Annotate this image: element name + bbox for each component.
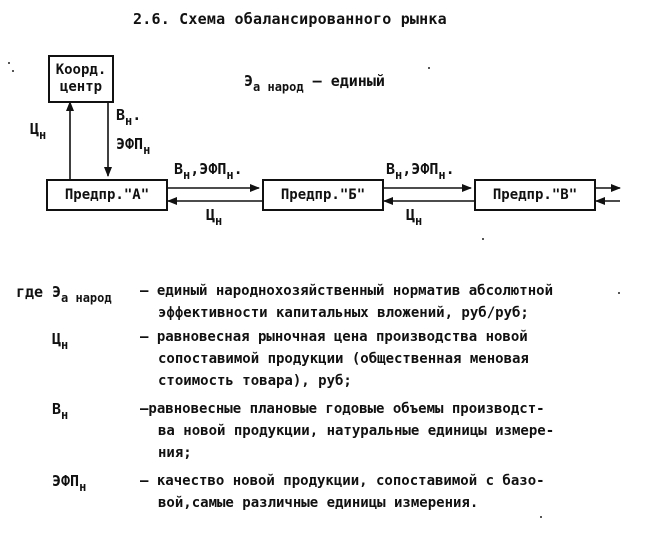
- coord-line1: Коорд.: [55, 62, 107, 78]
- coordination-center-box: [48, 55, 114, 103]
- bc-flow-label-bottom: $Ц_н$: [406, 206, 423, 228]
- ab-flow-label-top: $В_н,ЭФП_н$.: [174, 160, 243, 182]
- coord-line2: центр: [59, 79, 103, 95]
- legend-def-volume: –равновесные плановые годовые объемы производст- ва новой продукции, натуральные единицы измере- ния;: [140, 401, 555, 461]
- bc-flow-label-top: $В_н,ЭФП_н$.: [386, 160, 455, 182]
- scan-speck: [12, 70, 14, 72]
- quality-label-right: $ЭФП_н$: [116, 135, 151, 157]
- enterprise-c-box: Предпр."В": [474, 179, 596, 211]
- scan-speck: [540, 516, 542, 518]
- diagram-arrows: [0, 0, 647, 260]
- legend-intro: где: [16, 283, 44, 301]
- legend-def-e: – единый народнохозяйственный норматив абсолютной эффективности капитальных вложений, руб/руб;: [140, 283, 554, 321]
- legend-def-price: – равновесная рыночная цена производства новой сопоставимой продукции (общественная меновая стоимость товара), руб;: [140, 329, 529, 389]
- legend-symbol-price: $Ц_н$: [52, 330, 69, 352]
- legend-symbol-quality: $ЭФП_н$: [52, 472, 87, 494]
- legend-symbol-volume: $В_н$: [52, 400, 69, 422]
- ab-flow-label-bottom: $Ц_н$: [206, 206, 223, 228]
- scan-speck: [618, 292, 620, 294]
- enterprise-b-box: Предпр."Б": [262, 179, 384, 211]
- volume-label-right: $В_н$.: [116, 106, 142, 128]
- scan-speck: [482, 238, 484, 240]
- enterprise-a-box: Предпр."А": [46, 179, 168, 211]
- legend-symbol-e: $Э_{а народ}$: [52, 283, 112, 305]
- e-national-label: $Э_{а народ}$ – единый: [244, 72, 385, 94]
- scan-speck: [428, 67, 430, 69]
- scan-speck: [8, 62, 10, 64]
- price-label-left: $Ц_н$: [30, 120, 47, 142]
- legend-def-quality: – качество новой продукции, сопоставимой с базо- вой,самые различные единицы измерения.: [140, 473, 545, 511]
- section-title: 2.6. Схема обалансированного рынка: [133, 10, 447, 28]
